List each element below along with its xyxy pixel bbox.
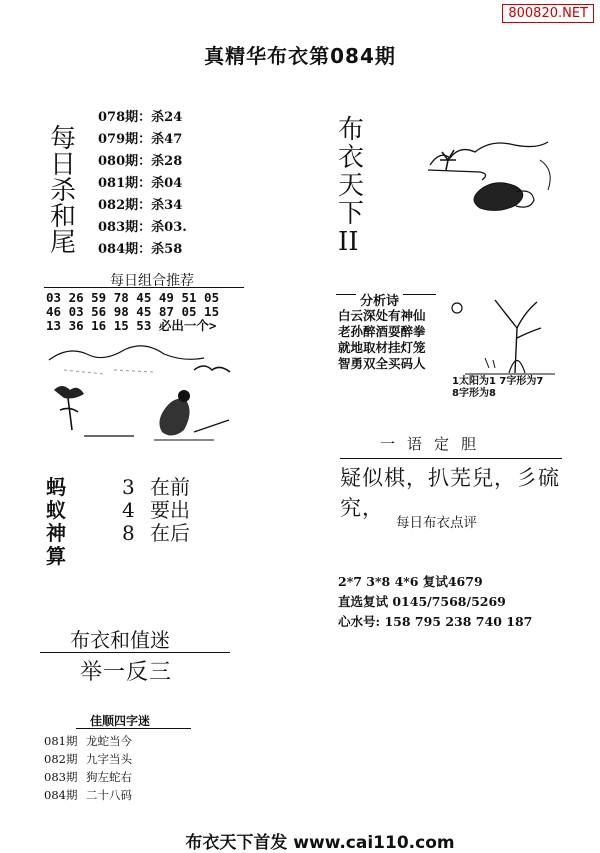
divider [340,458,562,459]
antgod-number: 8 [122,521,135,545]
daily-tail-char: 日 [50,150,77,180]
list-item [122,476,190,499]
list-item: 081期：杀04 [98,176,183,191]
list-item [44,750,132,768]
poem-notes [452,376,543,400]
yiyu-title: 一语定胆 [380,435,489,453]
kill-period: 081期 [98,176,139,191]
antgod-text: 要出 [150,498,190,522]
tree-sun-sketch [445,288,565,378]
buyi-char: II [338,227,359,257]
daily-tail-char: 尾 [50,228,77,258]
buyi-tianxia-title [338,116,364,256]
landscape-sketch [44,340,254,450]
combo-grid [46,291,219,333]
kill-value: 杀34 [151,198,183,213]
four-char-period: 083期 [44,770,78,784]
kill-period: 078期 [98,110,139,125]
combo-row: 46 03 56 98 45 87 05 15 [46,304,220,319]
antgod-text: 在后 [150,521,190,545]
kill-period: 080期 [98,154,139,169]
tip-line: 心水号: 158 795 238 740 187 [338,614,533,629]
daily-kill-list [98,107,187,261]
kill-period: 083期 [98,220,139,235]
buyi-char: 下 [338,199,365,229]
poem-note: 1太阳为1 7字形为7 [452,376,544,387]
tips-list [338,572,532,632]
list-item [122,499,190,522]
kill-period: 084期 [98,242,139,257]
buyi-char: 衣 [338,143,365,173]
list-item [44,768,132,786]
riddle-title: 布衣和值迷 [70,628,170,652]
tip-line: 2*7 3*8 4*6 复试4679 [338,574,483,589]
combo-row: 03 26 59 78 45 49 51 05 [46,290,220,305]
four-char-period: 084期 [44,788,78,802]
four-char-period: 082期 [44,752,78,766]
antgod-char: 神 [46,521,66,545]
poem-note: 8字形为8 [452,388,496,399]
list-item [122,522,190,545]
four-char-period: 081期 [44,734,78,748]
list-item: 084期：杀58 [98,242,183,257]
divider [44,287,244,288]
page-title: 真精华布衣第084期 [204,44,396,68]
poem-line: 白云深处有神仙 [338,308,426,323]
antgod-char: 算 [46,544,66,568]
antgod-char: 蚂 [46,475,66,499]
list-item: 078期：杀24 [98,110,183,125]
poem-line: 就地取材挂灯笼 [338,340,426,355]
buyi-char: 天 [338,171,365,201]
combo-row: 13 36 16 15 53 必出一个> [46,318,217,333]
four-char-title: 佳顺四字迷 [90,714,151,728]
poem-title: 分析诗 [356,290,403,309]
kill-value: 杀24 [151,110,183,125]
antgod-list [122,476,190,545]
daily-tail-label [50,126,78,256]
list-item [44,786,132,804]
four-char-text: 狗左蛇右 [86,770,132,784]
kill-period: 079期 [98,132,139,147]
list-item: 079期：杀47 [98,132,183,147]
kill-value: 杀03. [151,220,187,235]
divider [40,652,230,653]
combo-title: 每日组合推荐 [110,273,194,289]
tip-line: 直选复试 0145/7568/5269 [338,594,506,609]
antgod-label [46,476,70,568]
buyi-char: 布 [338,115,365,145]
divider [76,728,191,729]
daily-tail-char: 和 [50,202,77,232]
antgod-number: 4 [122,498,135,522]
poem-line: 智勇双全买码人 [338,356,426,371]
list-item [44,732,132,750]
antgod-number: 3 [122,475,135,499]
kill-period: 082期 [98,198,139,213]
daily-tail-char: 每 [50,124,77,154]
kill-value: 杀04 [151,176,183,191]
riddle-answer: 举一反三 [80,660,173,685]
list-item: 080期：杀28 [98,154,183,169]
antgod-char: 蚁 [46,498,66,522]
yiyu-text: 疑似棋，扒芜兒，彡硫究， [340,466,560,520]
four-char-list [44,732,132,804]
daily-tail-char: 杀 [50,176,77,206]
list-item: 082期：杀34 [98,198,183,213]
bird-cliff-sketch [420,130,560,225]
poem-line: 老孙醉酒耍醉拳 [338,324,426,339]
kill-value: 杀58 [151,242,183,257]
poem-lines [338,308,426,372]
kill-value: 杀47 [151,132,183,147]
kill-value: 杀28 [151,154,183,169]
four-char-text: 二十八码 [86,788,132,802]
daily-comment-title: 每日布衣点评 [396,515,477,531]
antgod-text: 在前 [150,475,190,499]
watermark-badge: 800820.NET [502,4,594,23]
four-char-text: 龙蛇当今 [86,734,132,748]
list-item: 083期：杀03. [98,220,187,235]
four-char-text: 九字当头 [86,752,132,766]
footer-site-link[interactable]: 布衣天下首发 www.cai110.com [185,833,455,853]
